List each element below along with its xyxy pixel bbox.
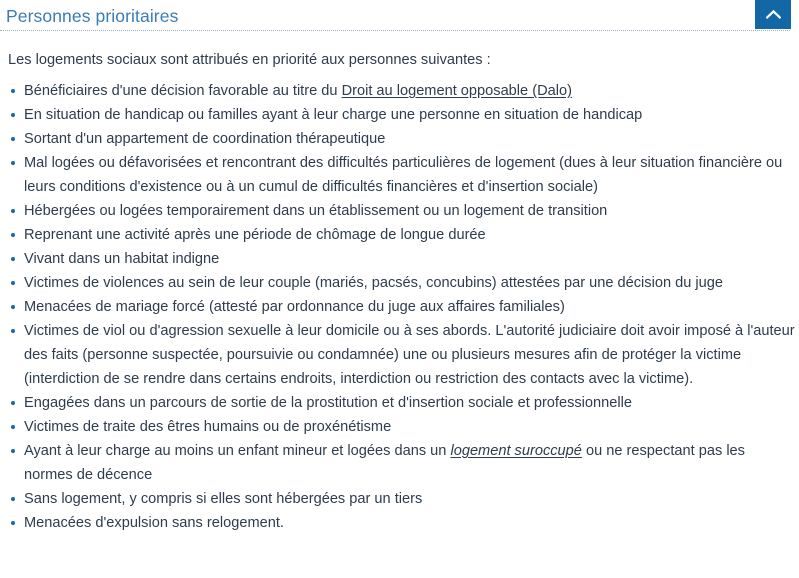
list-item bbox=[10, 415, 796, 439]
list-item-text: Victimes de violences au sein de leur couple (mariés, pacsés, concubins) attestées par une décision du juge bbox=[24, 275, 724, 291]
list-item-text: Menacées d'expulsion sans relogement. bbox=[24, 515, 284, 531]
list-item-text: Victimes de viol ou d'agression sexuelle à leur domicile ou à ses abords. L'autorité judiciaire doit avoir imposé à l'auteur des faits (personne suspectée, poursuivie ou condamnée) une ou plusieurs mesures afin de protéger la victime (interdiction de se rendre dans certains endroits, interdiction ou restriction des contacts avec la victime). bbox=[24, 323, 795, 387]
inline-link[interactable]: Droit au logement opposable (Dalo) bbox=[341, 83, 572, 99]
list-item bbox=[10, 199, 796, 223]
list-item bbox=[10, 511, 796, 535]
list-item-text: Engagées dans un parcours de sortie de la prostitution et d'insertion sociale et professionnelle bbox=[24, 395, 632, 411]
list-item-text: En situation de handicap ou familles ayant à leur charge une personne en situation de handicap bbox=[24, 107, 643, 123]
list-item bbox=[10, 439, 796, 487]
list-item bbox=[10, 295, 796, 319]
list-item-text: Menacées de mariage forcé (attesté par ordonnance du juge aux affaires familiales) bbox=[24, 299, 565, 315]
list-item-text: Sans logement, y compris si elles sont hébergées par un tiers bbox=[24, 491, 423, 507]
list-item bbox=[10, 79, 796, 103]
list-item bbox=[10, 319, 796, 391]
list-item bbox=[10, 487, 796, 511]
list-item bbox=[10, 271, 796, 295]
list-item bbox=[10, 223, 796, 247]
list-item-text: Bénéficiaires d'une décision favorable au titre du bbox=[24, 83, 342, 99]
list-item-text: Victimes de traite des êtres humains ou de proxénétisme bbox=[24, 419, 392, 435]
list-item bbox=[10, 391, 796, 415]
list-item-text: Sortant d'un appartement de coordination thérapeutique bbox=[24, 131, 386, 147]
priority-list bbox=[0, 79, 799, 535]
list-item-text-tail: ou ne respectant pas les normes de décence bbox=[24, 443, 745, 483]
list-item-text: Ayant à leur charge au moins un enfant mineur et logées dans un bbox=[24, 443, 451, 459]
list-item bbox=[10, 151, 796, 199]
list-item-text: Hébergées ou logées temporairement dans un établissement ou un logement de transition bbox=[24, 203, 608, 219]
header-divider bbox=[0, 30, 790, 31]
page-title: Personnes prioritaires bbox=[6, 6, 179, 26]
panel-header bbox=[0, 0, 799, 30]
list-item-text: Reprenant une activité après une période de chômage de longue durée bbox=[24, 227, 486, 243]
list-item bbox=[10, 127, 796, 151]
list-item bbox=[10, 103, 796, 127]
intro-text: Les logements sociaux sont attribués en priorité aux personnes suivantes : bbox=[8, 52, 491, 68]
inline-link[interactable]: logement suroccupé bbox=[450, 443, 582, 459]
list-item-text: Mal logées ou défavorisées et rencontrant des difficultés particulières de logement (dues à leur situation financière ou leurs conditions d'existence ou à un cumul de difficultés financières et d'insertion sociale) bbox=[24, 155, 783, 195]
chevron-up-icon bbox=[766, 10, 781, 19]
collapse-section-button[interactable] bbox=[755, 0, 791, 29]
list-item bbox=[10, 247, 796, 271]
panel-body bbox=[0, 30, 799, 535]
list-item-text: Vivant dans un habitat indigne bbox=[24, 251, 220, 267]
